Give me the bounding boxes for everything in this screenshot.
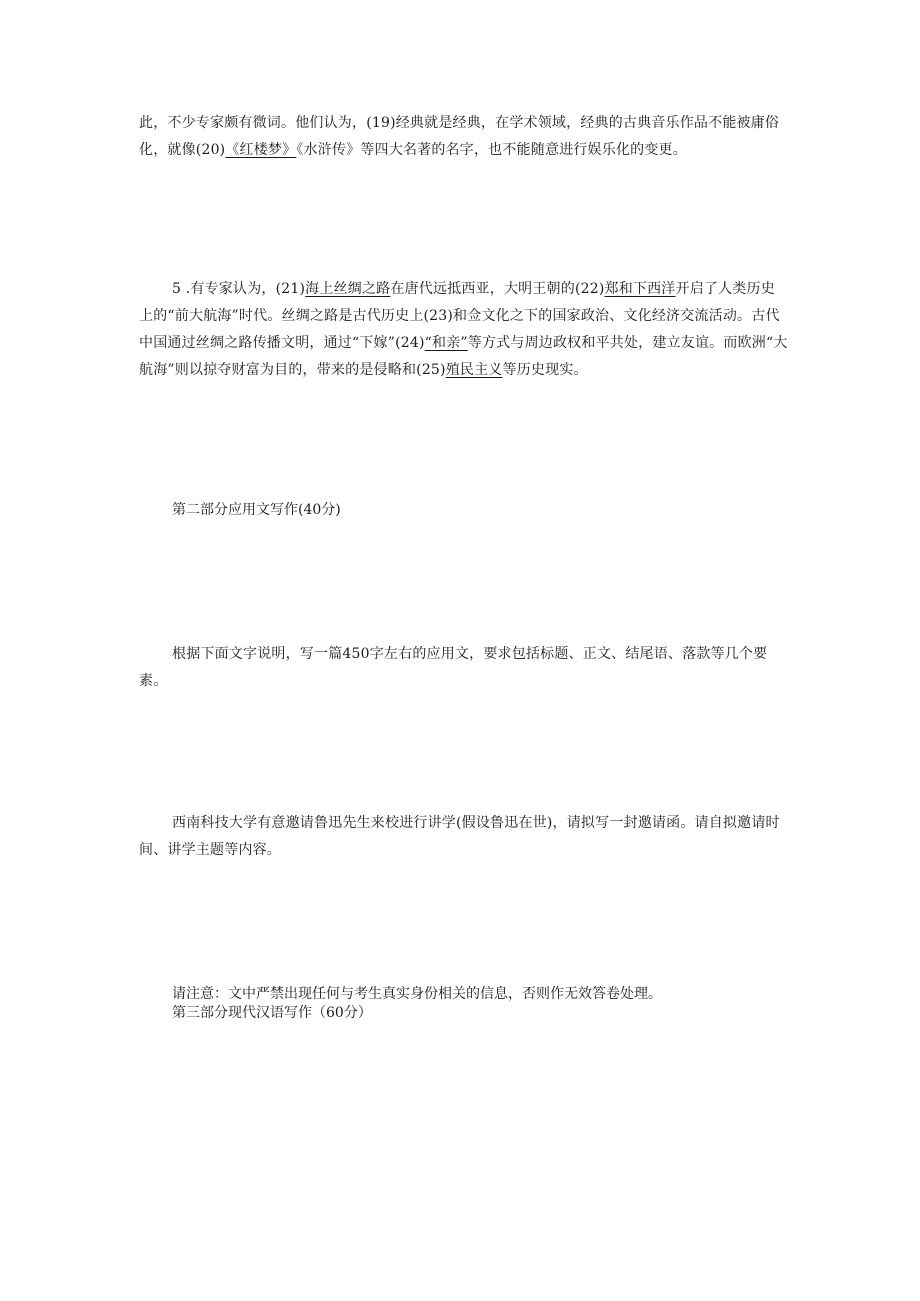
section-2-prompt xyxy=(139,810,789,864)
attention-note: 请注意：文中严禁出现任何与考生真实身份相关的信息，否则作无效答卷处理。 xyxy=(172,986,662,1002)
underlined-answer: 殖民主义 xyxy=(445,362,503,378)
paragraph-text: 《水浒传》等四大名著的名字，也不能随意进行娱乐化的变更。 xyxy=(296,142,687,158)
paragraph-text: 根据下面文字说明，写一篇450字左右的应用文，要求包括标题、正文、结尾语、落款等几个要素。 xyxy=(139,646,768,689)
paragraph-text: 在唐代远抵西亚，大明王朝的(22) xyxy=(390,281,605,297)
section-2-instructions xyxy=(139,641,789,695)
paragraph-text: 等历史现实。 xyxy=(502,362,588,378)
underlined-answer: 郑和下西洋 xyxy=(604,281,676,297)
section-2-heading: 第二部分应用文写作(40分) xyxy=(172,502,341,518)
section-3-heading: 第三部分现代汉语写作（60分） xyxy=(172,1005,372,1021)
paragraph-19-20 xyxy=(139,110,789,164)
underlined-answer: 《红楼梦》 xyxy=(225,142,297,158)
underlined-answer: 海上丝绸之路 xyxy=(305,281,391,297)
paragraph-text: 等方式与周边政权和平共处，建立友谊。而欧洲“大航海”则以掠夺财富为目的，带来的是侵略和(25) xyxy=(139,335,788,378)
underlined-answer: “和亲” xyxy=(424,335,468,351)
paragraph-text: 5 .有专家认为，(21) xyxy=(172,281,306,297)
paragraph-text: 开启了人类历史上的“前大航海”时代。丝绸之路是古代历史上(23)和佥文化之下的国家政治、文化经济交流活动。古代中国通过丝绸之路传播文明，通过“下嫁”(24) xyxy=(139,281,780,351)
question-5-paragraph xyxy=(139,276,789,384)
paragraph-text: 此，不少专家颇有微词。他们认为，(19)经典就是经典，在学术领域，经典的古典音乐作品不能被庸俗化，就像(20) xyxy=(139,115,780,158)
paragraph-text: 西南科技大学有意邀请鲁迅先生来校进行讲学(假设鲁迅在世)，请拟写一封邀请函。请自拟邀请时间、讲学主题等内容。 xyxy=(139,815,780,858)
